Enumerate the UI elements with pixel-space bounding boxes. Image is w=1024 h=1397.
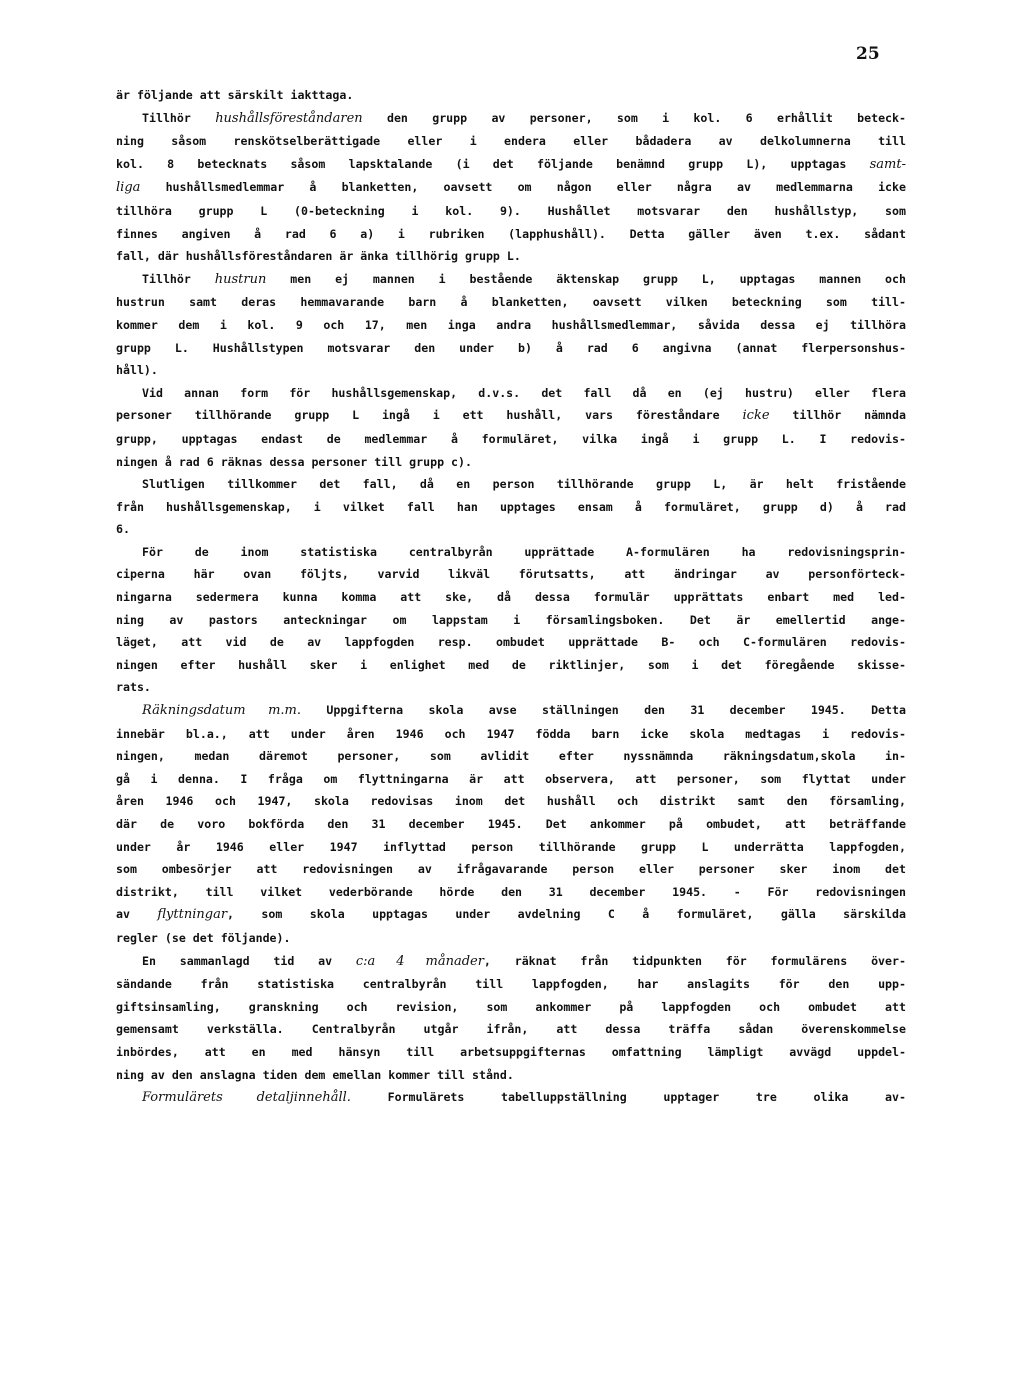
text-run: ningen efter hushåll sker i enlighet med de riktlinjer, som i det föregående skisse- <box>116 657 906 672</box>
text-run: ningen å rad 6 räknas dessa personer till grupp c). <box>116 454 472 469</box>
text-run: , räknat från tidpunkten för formulärens över- <box>483 953 906 968</box>
text-run: åren 1946 och 1947, skola redovisas inom det hushåll och distrikt samt den församling, <box>116 794 906 809</box>
text-line <box>116 903 906 927</box>
text-line <box>116 359 906 382</box>
italic-text: c:a 4 månader <box>355 953 484 969</box>
page-number: 25 <box>856 44 880 64</box>
text-line <box>116 268 906 292</box>
text-line <box>116 382 906 405</box>
text-line <box>116 745 906 768</box>
text-run: innebär bl.a., att under åren 1946 och 1947 födda barn icke skola medtagas i redovis- <box>116 726 906 741</box>
text-line <box>116 84 906 107</box>
text-line <box>116 836 906 859</box>
text-line <box>116 973 906 996</box>
text-run: ciperna här ovan följts, varvid likväl förutsatts, att ändringar av personförteck- <box>116 567 906 582</box>
text-line <box>116 858 906 881</box>
text-line <box>116 541 906 564</box>
text-line <box>116 950 906 974</box>
text-line <box>116 291 906 314</box>
text-line <box>116 337 906 360</box>
text-run: grupp, upptagas endast de medlemmar å formuläret, vilka ingå i grupp L. I redovis- <box>116 431 906 446</box>
italic-text: icke <box>742 408 770 424</box>
body-text <box>116 84 906 1110</box>
text-run: ning av den anslagna tiden dem emellan kommer till stånd. <box>116 1067 514 1082</box>
text-line <box>116 699 906 723</box>
text-line <box>116 723 906 746</box>
text-run: som ombesörjer att redovisningen av ifrågavarande person eller personer sker inom det <box>116 862 906 877</box>
text-run: under år 1946 eller 1947 inflyttad person tillhörande grupp L underrätta lappfogden, <box>116 839 906 854</box>
text-line <box>116 768 906 791</box>
text-line <box>116 245 906 268</box>
text-line <box>116 563 906 586</box>
text-line <box>116 609 906 632</box>
text-run: gemensamt verkställa. Centralbyrån utgår ifrån, att dessa träffa sådan överenskommelse <box>116 1022 906 1037</box>
text-line <box>116 1018 906 1041</box>
text-run: inbördes, att en med hänsyn till arbetsuppgifternas omfattning lämpligt avvägd uppdel- <box>116 1044 906 1059</box>
text-line <box>116 586 906 609</box>
italic-text: Räkningsdatum m.m. <box>142 703 302 719</box>
text-run: gå i denna. I fråga om flyttningarna är att observera, att personer, som flyttat under <box>116 771 906 786</box>
text-line <box>116 631 906 654</box>
text-line <box>116 790 906 813</box>
text-line <box>116 496 906 519</box>
text-line <box>116 153 906 177</box>
text-run: distrikt, till vilket vederbörande hörde den 31 december 1945. - För redovisningen <box>116 884 906 899</box>
text-run: Vid annan form för hushållsgemenskap, d.v.s. det fall då en (ej hustru) eller flera <box>142 385 906 400</box>
italic-text: hushållsföreståndaren <box>215 110 363 126</box>
text-line <box>116 518 906 541</box>
text-run: grupp L. Hushållstypen motsvarar den under b) å rad 6 angivna (annat flerpersonshus- <box>116 340 906 355</box>
text-run: hushållsmedlemmar å blanketten, oavsett om någon eller några av medlemmarna icke <box>140 180 906 195</box>
text-run: 6. <box>116 522 130 537</box>
text-line <box>116 428 906 451</box>
text-line <box>116 107 906 131</box>
text-line <box>116 927 906 950</box>
text-line <box>116 881 906 904</box>
text-run: ningarna sedermera kunna komma att ske, då dessa formulär upprättats enbart med led- <box>116 590 906 605</box>
text-run: Slutligen tillkommer det fall, då en person tillhörande grupp L, är helt fristående <box>142 477 906 492</box>
text-line <box>116 200 906 223</box>
text-run: ning av pastors anteckningar om lappstam i församlingsboken. Det är emellertid ange- <box>116 612 906 627</box>
text-run: läget, att vid de av lappfogden resp. ombudet upprättade B- och C-formulären redovis- <box>116 635 906 650</box>
text-run: ningen, medan däremot personer, som avlidit efter nyssnämnda räkningsdatum,skola in- <box>116 749 906 764</box>
text-line <box>116 473 906 496</box>
text-line <box>116 1086 906 1110</box>
italic-text: Formulärets detaljinnehåll. <box>142 1090 351 1106</box>
text-run: är följande att särskilt iakttaga. <box>116 88 354 102</box>
text-run: fall, där hushållsföreståndaren är änka tillhörig grupp L. <box>116 249 521 264</box>
text-line <box>116 314 906 337</box>
text-run: regler (se det följande). <box>116 930 291 945</box>
text-run: Tillhör <box>142 110 216 125</box>
text-line <box>116 654 906 677</box>
text-line <box>116 1041 906 1064</box>
text-line <box>116 1064 906 1087</box>
text-run: den grupp av personer, som i kol. 6 erhållit beteck- <box>362 110 906 125</box>
text-run: finnes angiven å rad 6 a) i rubriken (lapphushåll). Detta gäller även t.ex. sådant <box>116 226 906 241</box>
text-run: Formulärets tabelluppställning upptager tre olika av- <box>350 1090 906 1105</box>
text-run: kommer dem i kol. 9 och 17, men inga andra hushållsmedlemmar, såvida dessa ej tillhöra <box>116 317 906 332</box>
italic-text: flyttningar <box>157 907 228 923</box>
text-run: kol. 8 betecknats såsom lapsktalande (i det följande benämnd grupp L), upptagas <box>116 156 870 171</box>
text-run: håll). <box>116 363 158 378</box>
text-line <box>116 996 906 1019</box>
text-run: ning såsom renskötselberättigade eller i endera eller bådadera av delkolumnerna till <box>116 134 906 149</box>
text-run: giftsinsamling, granskning och revision, som ankommer på lappfogden och ombudet att <box>116 999 906 1014</box>
text-line <box>116 404 906 428</box>
text-run: En sammanlagd tid av <box>142 953 356 968</box>
text-run: av <box>116 907 158 922</box>
text-line <box>116 130 906 153</box>
text-run: Uppgifterna skola avse ställningen den 31 december 1945. Detta <box>301 703 906 718</box>
text-line <box>116 813 906 836</box>
text-run: , som skola upptagas under avdelning C å formuläret, gälla särskilda <box>227 907 906 922</box>
text-run: För de inom statistiska centralbyrån upprättade A-formulären ha redovisningsprin- <box>142 544 906 559</box>
italic-text: hustrun <box>214 271 267 287</box>
italic-text: liga <box>116 180 141 196</box>
text-run: rats. <box>116 680 151 695</box>
text-run: där de voro bokförda den 31 december 1945. Det ankommer på ombudet, att beträffande <box>116 817 906 831</box>
text-run: från hushållsgemenskap, i vilket fall han upptages ensam å formuläret, grupp d) å rad <box>116 499 906 514</box>
text-run: Tillhör <box>142 271 215 286</box>
text-run: sändande från statistiska centralbyrån till lappfogden, har anslagits för den upp- <box>116 977 906 992</box>
text-line <box>116 176 906 200</box>
text-run: tillhör nämnda <box>769 408 906 423</box>
text-run: men ej mannen i bestående äktenskap grupp L, upptagas mannen och <box>266 271 907 286</box>
italic-text: samt- <box>869 156 906 172</box>
text-line <box>116 451 906 474</box>
text-run: tillhöra grupp L (0-beteckning i kol. 9). Hushållet motsvarar den hushållstyp, som <box>116 203 906 218</box>
text-line <box>116 223 906 246</box>
text-line <box>116 676 906 699</box>
text-run: hustrun samt deras hemmavarande barn å blanketten, oavsett vilken beteckning som till- <box>116 295 906 310</box>
text-run: personer tillhörande grupp L ingå i ett hushåll, vars föreståndare <box>116 408 743 423</box>
